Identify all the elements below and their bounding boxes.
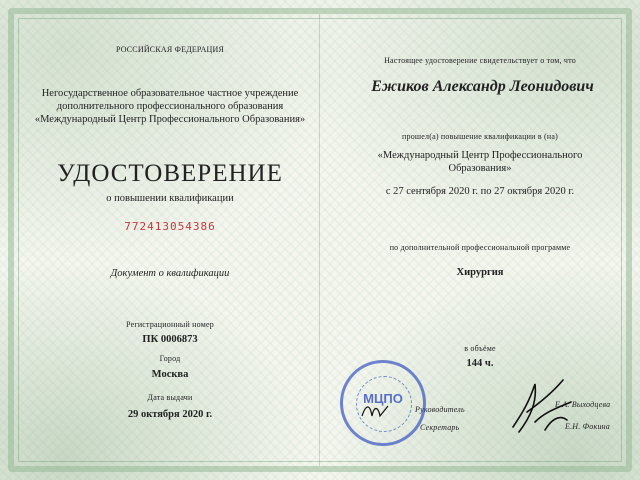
issue-date: 29 октября 2020 г. [127, 409, 213, 420]
city-label: Город [159, 354, 181, 363]
document-type: Документ о квалификации [110, 268, 230, 279]
program-name: Хирургия [456, 267, 504, 278]
holder-name: Ежиков Александр Леонидович [371, 78, 594, 95]
org-line-2: дополнительного профессионального образования [56, 101, 284, 112]
city-value: Москва [151, 369, 189, 380]
head-title: Руководитель [415, 405, 465, 414]
head-name: Е.А. Выходцева [555, 400, 611, 409]
volume-label: в объёме [464, 344, 496, 353]
secretary-name: Е.Н. Фокина [565, 422, 611, 431]
right-org-line-1: «Международный Центр Профессионального [377, 150, 583, 161]
issue-date-label: Дата выдачи [147, 393, 193, 402]
reg-number: ПК 0006873 [142, 334, 198, 345]
head-signature-icon [505, 372, 575, 442]
page-fold [319, 14, 320, 466]
right-org-line-2: Образования» [448, 163, 512, 174]
program-label: по дополнительной профессиональной программе [389, 243, 571, 252]
stamp-text: МЦПО [363, 391, 403, 406]
training-period: с 27 сентября 2020 г. по 27 октября 2020 г. [385, 186, 575, 197]
certificate-title: УДОСТОВЕРЕНИЕ [57, 160, 283, 187]
reg-number-label: Регистрационный номер [126, 320, 214, 329]
secretary-title: Секретарь [420, 423, 460, 432]
org-line-1: Негосударственное образовательное частное учреждение [41, 88, 299, 99]
passed-text: прошел(а) повышение квалификации в (на) [402, 132, 558, 141]
serial-number: 772413054386 [124, 220, 216, 233]
federation-label: РОССИЙСКАЯ ФЕДЕРАЦИЯ [115, 45, 225, 54]
volume-value: 144 ч. [466, 358, 494, 369]
org-line-3: «Международный Центр Профессионального Образования» [34, 114, 306, 125]
certificate-subtitle: о повышении квалификации [106, 193, 234, 204]
intro-text: Настоящее удостоверение свидетельствует о том, что [384, 56, 576, 65]
secretary-signature-icon [360, 398, 390, 422]
